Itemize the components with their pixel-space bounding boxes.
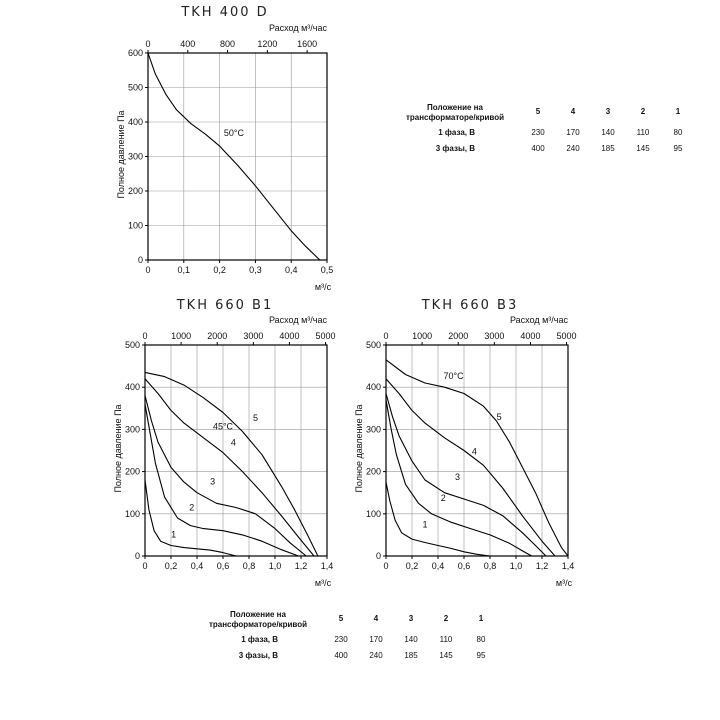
- x-tick-label: 0,8: [242, 561, 256, 571]
- row-label-3-phase: 3 фазы, В: [238, 651, 278, 660]
- x2-tick-label: 5000: [556, 331, 577, 341]
- series-label: 3: [454, 472, 461, 483]
- table-cell: 110: [636, 128, 650, 137]
- y-tick-label: 0: [375, 551, 381, 561]
- plot-frame: [386, 345, 568, 556]
- table-cell: 170: [566, 128, 580, 137]
- table-cell: 170: [369, 635, 383, 644]
- x-axis-label: м³/с: [314, 578, 332, 588]
- series-line-3: [386, 394, 546, 557]
- y-tick-label: 400: [365, 382, 381, 393]
- x2-tick-label: 800: [220, 39, 236, 49]
- y-axis-label: Полное давление Па: [116, 110, 126, 199]
- y-tick-label: 100: [124, 508, 140, 519]
- x-axis-label: м³/с: [314, 282, 332, 292]
- column-header-2: 2: [640, 107, 646, 116]
- x2-tick-label: 5000: [315, 331, 336, 341]
- series-label: 5: [252, 412, 259, 423]
- y-tick-label: 100: [127, 220, 143, 231]
- plot-frame: [145, 345, 327, 556]
- row-label-1-phase: 1 фаза, В: [438, 128, 475, 137]
- table-cell: 240: [369, 651, 383, 660]
- x-tick-label: 0,4: [190, 561, 204, 571]
- column-header-4: 4: [570, 107, 576, 116]
- x-tick-label: 0: [145, 265, 151, 275]
- table-cell: 145: [636, 144, 650, 153]
- x2-tick-label: 3000: [243, 331, 264, 341]
- x-tick-label: 0,3: [249, 265, 262, 275]
- y-axis-label: Полное давление Па: [354, 404, 364, 493]
- x2-tick-label: 4000: [520, 331, 541, 341]
- x2-tick-label: 2000: [207, 331, 228, 341]
- x2-tick-label: 4000: [279, 331, 300, 341]
- table-cell: 140: [601, 128, 615, 137]
- x2-tick-label: 1000: [171, 331, 192, 341]
- column-header-1: 1: [478, 614, 484, 623]
- table-header-line1: Положение на: [427, 103, 483, 112]
- series-label: 4: [471, 446, 477, 457]
- y-tick-label: 500: [365, 340, 381, 350]
- table-cell: 80: [476, 635, 486, 644]
- series-label: 2: [189, 502, 195, 513]
- table-cell: 185: [601, 144, 615, 153]
- series-line-5: [386, 360, 568, 556]
- x2-axis-label: Расход м³/час: [268, 315, 327, 325]
- series-label: 5: [496, 412, 502, 423]
- y-tick-label: 200: [127, 186, 143, 196]
- column-header-3: 3: [605, 107, 611, 116]
- x-tick-label: 0,8: [483, 561, 497, 571]
- x-tick-label: 1,4: [320, 561, 334, 571]
- y-tick-label: 400: [127, 117, 143, 127]
- x2-axis-label: Расход м³/час: [268, 23, 327, 33]
- x-tick-label: 0,2: [164, 561, 178, 571]
- table-cell: 95: [476, 651, 486, 660]
- series-label: 1: [422, 519, 428, 530]
- series-line-3: [145, 396, 306, 556]
- y-tick-label: 0: [137, 255, 143, 265]
- x-axis-label: м³/с: [555, 578, 573, 588]
- x-tick-label: 0,6: [457, 561, 471, 571]
- y-tick-label: 200: [124, 466, 140, 477]
- y-tick-label: 200: [365, 466, 381, 477]
- temperature-annotation: 50°C: [223, 127, 244, 138]
- table-header-line2: трансформаторе/кривой: [405, 113, 505, 122]
- x-tick-label: 0,1: [177, 265, 191, 275]
- column-header-1: 1: [675, 107, 681, 116]
- x2-tick-label: 1200: [257, 39, 278, 49]
- series-label: 1: [171, 529, 177, 540]
- x2-tick-label: 2000: [448, 331, 469, 341]
- table-cell: 140: [404, 635, 418, 644]
- column-header-4: 4: [373, 614, 379, 623]
- y-tick-label: 100: [365, 508, 381, 519]
- y-tick-label: 500: [127, 82, 143, 93]
- x-tick-label: 1,0: [268, 561, 282, 571]
- table-cell: 230: [334, 635, 348, 644]
- x2-tick-label: 0: [145, 39, 151, 49]
- x-tick-label: 0,5: [320, 265, 334, 275]
- x-tick-label: 0: [142, 561, 148, 571]
- x-tick-label: 0: [383, 561, 389, 571]
- y-axis-label: Полное давление Па: [113, 404, 123, 493]
- x-tick-label: 0,4: [284, 265, 298, 275]
- table-cell: 240: [566, 144, 580, 153]
- series-line-4: [386, 379, 555, 556]
- x2-axis-label: Расход м³/час: [509, 315, 568, 325]
- table-cell: 110: [439, 635, 453, 644]
- series-line-1: [145, 480, 236, 556]
- x-tick-label: 1,4: [561, 561, 575, 571]
- x-tick-label: 0,4: [431, 561, 445, 571]
- table-cell: 80: [673, 128, 683, 137]
- x-tick-label: 1,2: [535, 561, 549, 571]
- row-label-1-phase: 1 фаза, В: [241, 635, 278, 644]
- x2-tick-label: 400: [180, 39, 196, 49]
- table-cell: 230: [531, 128, 545, 137]
- table-cell: 185: [404, 651, 418, 660]
- series-label: 2: [440, 493, 446, 504]
- series-label: 4: [230, 437, 236, 448]
- table-cell: 400: [334, 651, 348, 660]
- table-header-line2: трансформаторе/кривой: [208, 620, 308, 629]
- x-tick-label: 0,6: [216, 561, 230, 571]
- column-header-5: 5: [338, 614, 344, 623]
- voltage-table-1: [380, 103, 700, 163]
- x2-tick-label: 0: [142, 331, 148, 341]
- table-cell: 95: [673, 144, 683, 153]
- temperature-annotation: 70°C: [443, 370, 464, 381]
- y-tick-label: 300: [124, 424, 140, 435]
- column-header-2: 2: [443, 614, 449, 623]
- column-header-5: 5: [535, 107, 541, 116]
- chart-title: TKH 660 B1: [176, 298, 274, 313]
- temperature-annotation: 45°C: [212, 421, 234, 432]
- y-tick-label: 0: [134, 551, 140, 561]
- y-tick-label: 300: [127, 151, 143, 162]
- x2-tick-label: 1600: [297, 39, 318, 49]
- chart-title: TKH 660 B3: [421, 298, 519, 313]
- x2-tick-label: 0: [383, 331, 389, 341]
- table-cell: 400: [531, 144, 545, 153]
- x-tick-label: 0,2: [405, 561, 419, 571]
- x2-tick-label: 1000: [412, 331, 433, 341]
- y-tick-label: 300: [365, 424, 381, 435]
- y-tick-label: 500: [124, 340, 140, 350]
- y-tick-label: 400: [124, 382, 140, 393]
- x-tick-label: 0,2: [213, 265, 226, 275]
- table-cell: 145: [439, 651, 453, 660]
- series-label: 3: [210, 476, 216, 487]
- voltage-table-2: [183, 610, 503, 670]
- x-tick-label: 1,2: [294, 561, 308, 571]
- x-tick-label: 1,0: [509, 561, 523, 571]
- chart-title: TKH 400 D: [181, 5, 269, 20]
- x2-tick-label: 3000: [484, 331, 505, 341]
- y-tick-label: 600: [127, 48, 143, 58]
- row-label-3-phase: 3 фазы, В: [435, 144, 475, 153]
- column-header-3: 3: [408, 614, 414, 623]
- table-header-line1: Положение на: [230, 610, 286, 619]
